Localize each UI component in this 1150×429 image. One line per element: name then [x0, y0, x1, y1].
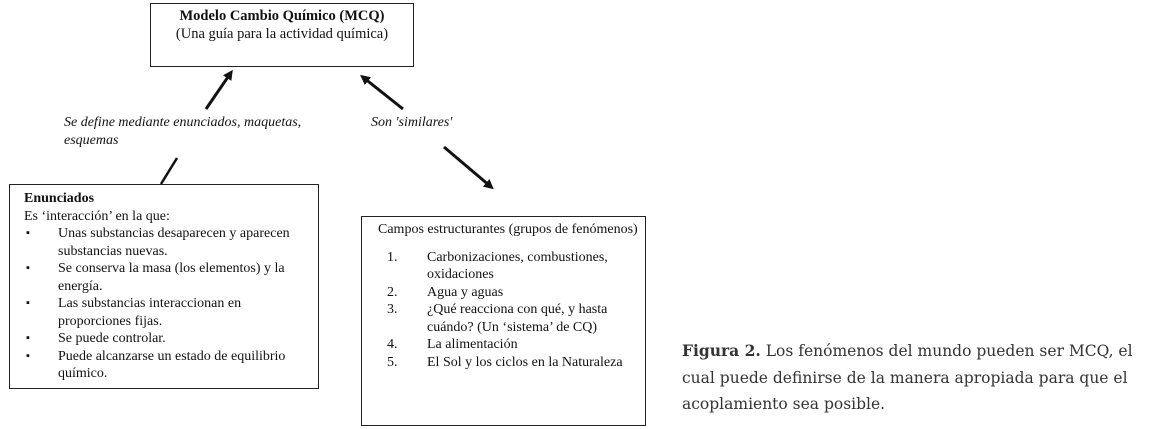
list-item: 3. ¿Qué reacciona con qué, y hasta cuándo? (Un ‘sistema’ de CQ): [387, 302, 608, 335]
statements-heading: Enunciados: [24, 191, 95, 206]
statements-list: [24, 225, 312, 383]
list-item: ▪ Se puede controlar.: [26, 331, 166, 346]
figure-label: Figura 2.: [682, 341, 761, 360]
fields-list: [378, 249, 639, 372]
list-item: 2. Agua y aguas: [387, 284, 504, 300]
model-title: Modelo Cambio Químico (MCQ): [179, 8, 385, 24]
figure-caption: [682, 338, 1142, 418]
list-item: ▪ Puede alcanzarse un estado de equilibrio químico.: [26, 348, 286, 381]
statements-box: [9, 184, 319, 389]
fields-heading: Campos estructurantes (grupos de fenómenos): [378, 222, 638, 237]
list-item: 1. Carbonizaciones, combustiones, oxidaciones: [387, 249, 608, 282]
square-bullet-icon: ▪: [26, 227, 30, 239]
arrow-right-to-fields: [444, 147, 490, 186]
arrow-right-to-model: [364, 78, 403, 109]
list-item: ▪ Unas substancias desaparecen y aparecen substancias nuevas.: [26, 226, 290, 259]
list-item: ▪ Se conserva la masa (los elementos) y la energía.: [26, 261, 285, 294]
square-bullet-icon: ▪: [26, 262, 30, 274]
list-item: 5. El Sol y los ciclos en la Naturaleza: [387, 354, 623, 370]
square-bullet-icon: ▪: [26, 332, 30, 344]
model-box: [150, 3, 414, 67]
fields-box: [361, 216, 646, 426]
list-item: ▪ Las substancias interaccionan en proporciones fijas.: [26, 296, 242, 329]
square-bullet-icon: ▪: [26, 297, 30, 309]
label-similar: Son 'similares': [371, 115, 453, 130]
arrow-left-to-model: [206, 74, 230, 109]
list-item: 4. La alimentación: [387, 337, 518, 352]
caption-text: Los fenómenos del mundo pueden ser MCQ, el cual puede definirse de la manera apropiada para que el acoplamiento sea posible.: [682, 342, 1133, 413]
statements-intro: Es ‘interacción’ en la que:: [24, 208, 170, 224]
model-subtitle: (Una guía para la actividad química): [175, 26, 389, 42]
line-left-box-to-label: [161, 158, 177, 184]
label-definition: Se define mediante enunciados, maquetas, esquemas: [64, 115, 302, 148]
square-bullet-icon: ▪: [26, 349, 30, 362]
